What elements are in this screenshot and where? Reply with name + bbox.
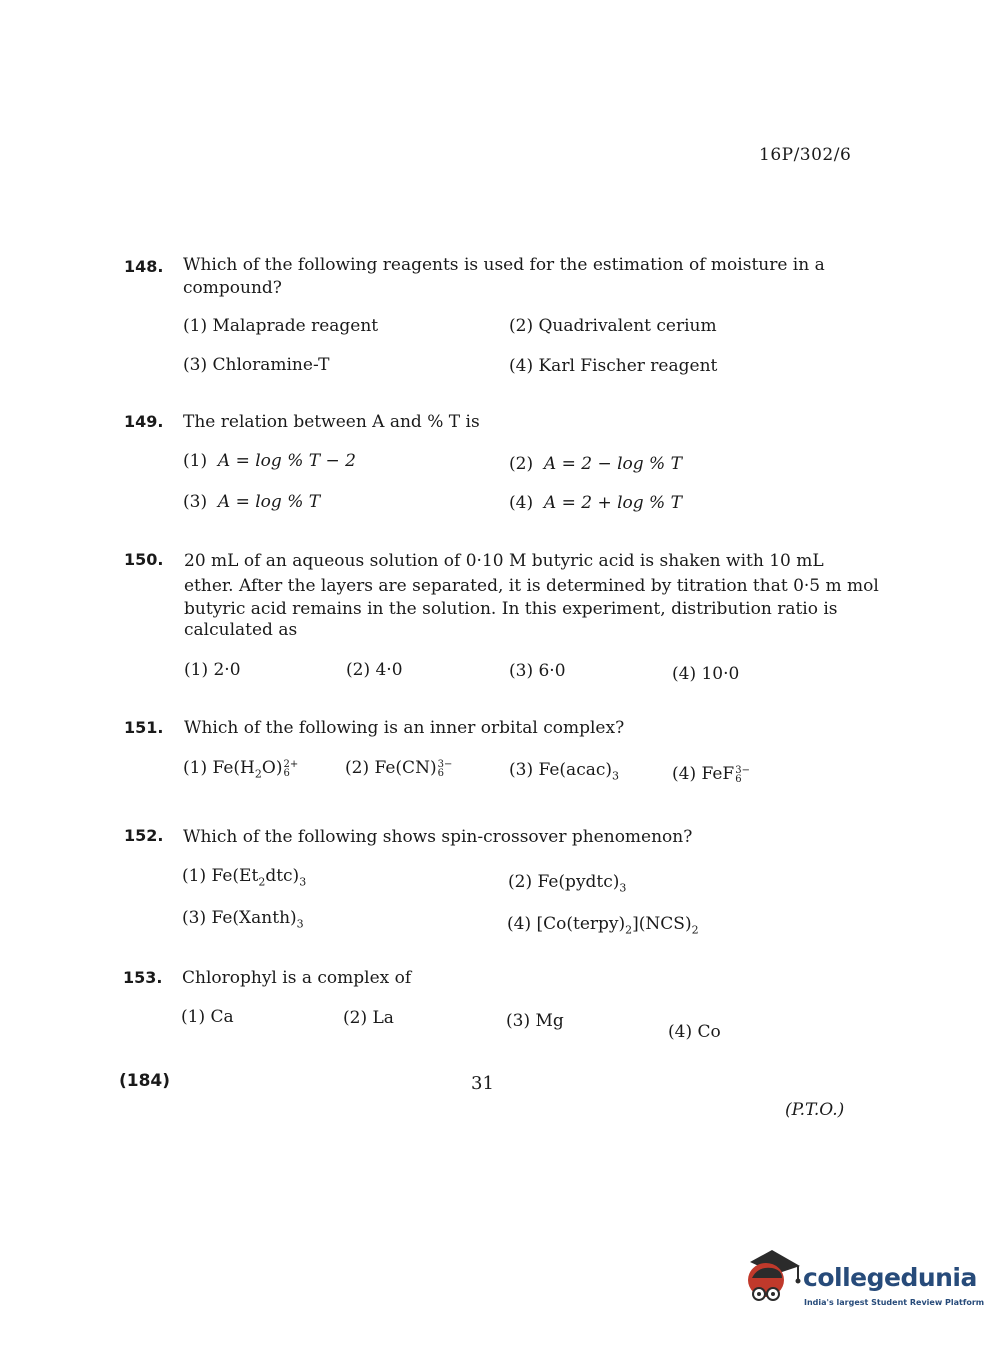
option-150-4: (4) 10·0	[672, 664, 740, 684]
option-151-3	[509, 760, 619, 782]
option-152-3	[182, 908, 304, 930]
option-148-1: (1) Malaprade reagent	[183, 316, 379, 336]
option-149-1	[183, 451, 356, 471]
option-152-3-formula: $Fe(Xanth)_3$	[211, 908, 304, 931]
option-148-2: (2) Quadrivalent cerium	[509, 316, 717, 336]
page-number: 31	[471, 1073, 494, 1094]
collegedunia-mascot-icon	[742, 1248, 802, 1312]
question-text-148-line1: Which of the following reagents is used for the estimation of moisture in a	[183, 255, 825, 275]
option-151-4	[672, 764, 750, 784]
option-152-1-formula: $Fe(Et_2dtc)_3$	[211, 866, 307, 889]
option-152-1-label: (1)	[182, 866, 207, 886]
option-152-2-label: (2)	[508, 872, 533, 892]
option-152-2	[508, 872, 626, 894]
option-150-3: (3) 6·0	[509, 661, 566, 681]
question-text-153: Chlorophyl is a complex of	[182, 968, 412, 988]
option-149-4	[509, 493, 682, 513]
option-149-4-expression: A = 2 + log % T	[543, 493, 682, 513]
option-151-2	[345, 758, 452, 778]
booklet-code: (184)	[119, 1071, 171, 1091]
option-152-4-formula: $[Co(terpy)_2](NCS)_2$	[536, 914, 699, 937]
option-148-3: (3) Chloramine-T	[183, 355, 330, 375]
question-number-151: 151.	[124, 718, 164, 737]
question-text-149: The relation between A and % T is	[183, 412, 480, 432]
question-text-150-line3: butyric acid remains in the solution. In this experiment, distribution ratio is	[184, 599, 838, 619]
option-151-4-label: (4)	[672, 764, 697, 784]
question-text-150-line2: ether. After the layers are separated, it is determined by titration that 0·5 m mol	[184, 576, 879, 596]
option-149-2-expression: A = 2 − log % T	[543, 454, 682, 474]
option-151-2-formula: Fe(CN) 3− 6	[374, 758, 453, 779]
option-151-2-label: (2)	[345, 758, 370, 778]
option-149-1-expression: A = log % T − 2	[217, 451, 356, 471]
question-text-151: Which of the following is an inner orbital complex?	[184, 718, 625, 738]
option-149-3-label: (3)	[183, 492, 208, 512]
collegedunia-brand-name: collegedunia	[803, 1263, 977, 1292]
option-149-4-label: (4)	[509, 493, 534, 513]
option-153-1: (1) Ca	[181, 1007, 234, 1027]
option-151-4-formula: FeF 3− 6	[701, 764, 750, 785]
option-152-4-label: (4)	[507, 914, 532, 934]
question-number-149: 149.	[124, 412, 164, 431]
paper-code: 16P/302/6	[759, 145, 852, 165]
option-151-1-formula: $Fe(H_2O)$ 2+ 6	[212, 758, 299, 781]
question-number-150: 150.	[124, 550, 164, 569]
option-151-3-label: (3)	[509, 760, 534, 780]
option-152-4	[507, 914, 699, 936]
question-text-148-line2: compound?	[183, 278, 282, 298]
question-number-148: 148.	[124, 257, 164, 276]
option-152-3-label: (3)	[182, 908, 207, 928]
question-number-152: 152.	[124, 826, 164, 845]
option-152-1	[182, 866, 306, 888]
question-text-150-line1: 20 mL of an aqueous solution of 0·10 M butyric acid is shaken with 10 mL	[184, 551, 824, 571]
option-149-2-label: (2)	[509, 454, 534, 474]
option-151-1-label: (1)	[183, 758, 208, 778]
option-150-2: (2) 4·0	[346, 660, 403, 680]
question-text-150-line4: calculated as	[184, 620, 298, 640]
option-153-2: (2) La	[343, 1008, 394, 1028]
option-149-3-expression: A = log % T	[217, 492, 321, 512]
option-153-4: (4) Co	[668, 1022, 721, 1042]
option-152-2-formula: $Fe(pydtc)_3$	[537, 872, 627, 895]
question-text-152: Which of the following shows spin-crossover phenomenon?	[183, 827, 693, 847]
option-151-1	[183, 758, 298, 780]
option-150-1: (1) 2·0	[184, 660, 241, 680]
question-number-153: 153.	[123, 968, 163, 987]
pto-label: (P.T.O.)	[785, 1100, 845, 1120]
option-149-1-label: (1)	[183, 451, 208, 471]
collegedunia-tagline: India's largest Student Review Platform	[804, 1298, 985, 1307]
option-149-2	[509, 454, 682, 474]
option-153-3: (3) Mg	[506, 1011, 564, 1031]
option-149-3	[183, 492, 320, 512]
option-151-3-formula: $Fe(acac)_3$	[538, 760, 620, 783]
option-148-4: (4) Karl Fischer reagent	[509, 356, 718, 376]
